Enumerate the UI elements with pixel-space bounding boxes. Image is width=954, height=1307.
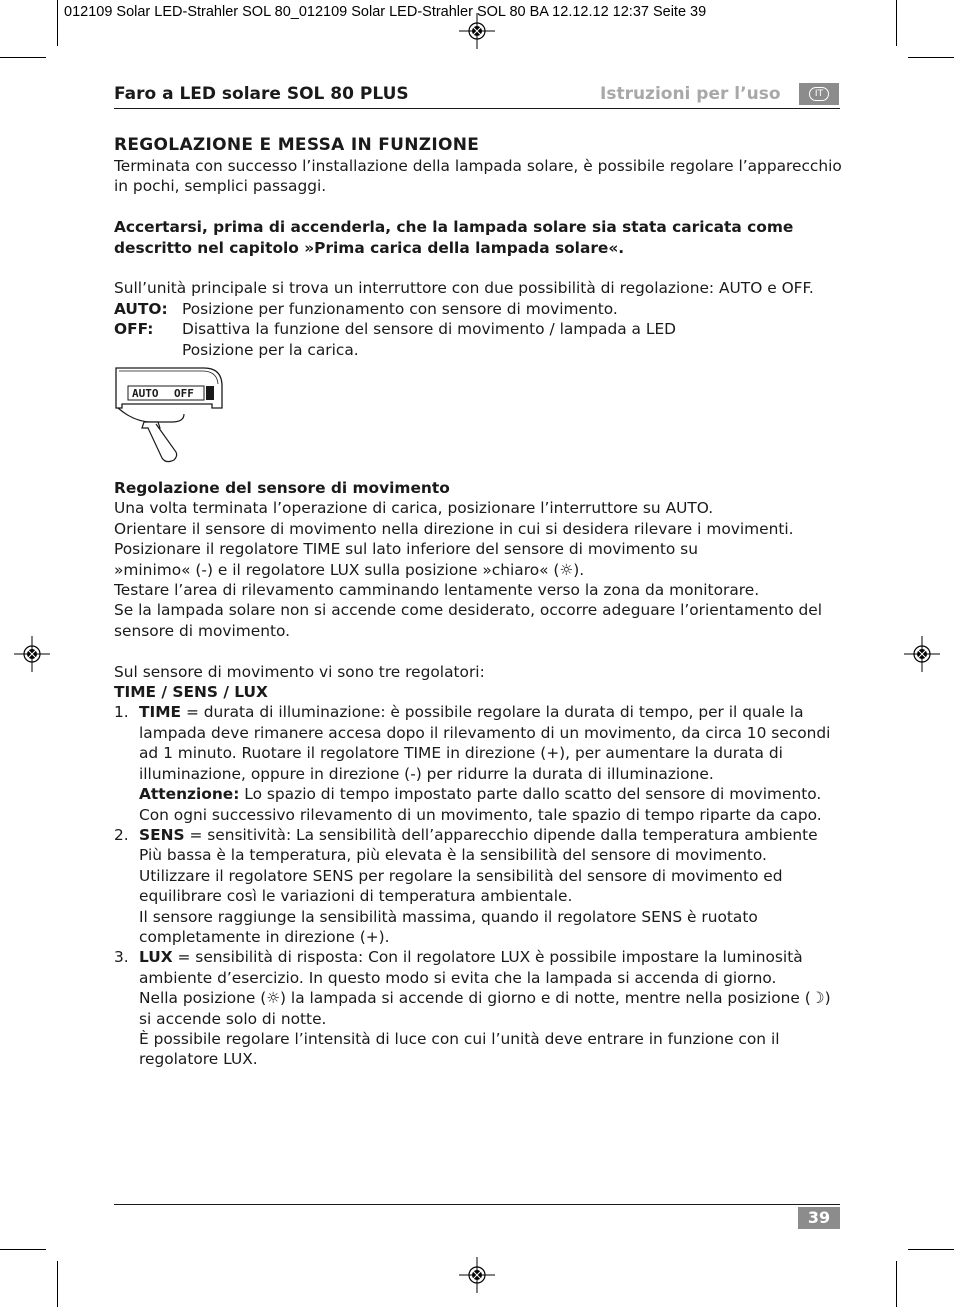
definition-off [114, 319, 844, 360]
list-number: 1. [114, 703, 129, 722]
regulators-intro: Sul sensore di movimento vi sono tre regolatori: [114, 662, 485, 681]
crop-mark [896, 1261, 897, 1307]
registration-mark-icon [459, 1257, 495, 1293]
list-term: SENS [139, 825, 185, 844]
switch-paragraph: Sull’unità principale si trova un interruttore con due possibilità di regolazione: AUTO e OFF. [114, 279, 814, 298]
list-text: = durata di illuminazione: è possibile regolare la durata di tempo, per il quale la lampada deve rimanere accesa dopo il rilevamento di un movimento, da circa 10 secondi ad 1 minuto. Ruotare il regolatore TIME in direzione (+), per aumentare la durata di illuminazione, oppure in direzione (-) per ridurre la durata di illuminazione. [139, 703, 831, 783]
switch-figure [114, 360, 844, 478]
crop-mark [0, 1249, 46, 1250]
list-item [114, 702, 844, 824]
list-text: = sensitività: La sensibilità dell’apparecchio dipende dalla temperatura ambiente [184, 825, 818, 844]
language-badge [799, 83, 839, 105]
list-line: Più bassa è la temperatura, più elevata è la sensibilità del sensore di movimento. [139, 846, 767, 865]
crop-mark [57, 0, 58, 46]
definition-auto [114, 299, 844, 319]
subsection-line: Se la lampada solare non si accende come desiderato, occorre adeguare l’orientamento del sensore di movimento. [114, 601, 823, 640]
list-line: Nella posizione (☼) la lampada si accende di giorno e di notte, mentre nella posizione (☽) si accende solo di notte. [139, 989, 831, 1028]
language-code: IT [809, 87, 829, 101]
section-title: REGOLAZIONE E MESSA IN FUNZIONE [114, 135, 480, 155]
switch-label-off: OFF [174, 387, 194, 401]
note-text: Lo spazio di tempo impostato parte dallo scatto del sensore di movimento. Con ogni successivo rilevamento di un movimento, tale spazio di tempo riparte da capo. [139, 785, 822, 824]
definition-key: AUTO: [114, 299, 168, 318]
definition-value: Posizione per funzionamento con sensore di movimento. [182, 299, 618, 318]
crop-mark [0, 57, 46, 58]
header-title: Faro a LED solare SOL 80 PLUS [114, 84, 409, 104]
print-info-line: 012109 Solar LED-Strahler SOL 80_012109 Solar LED-Strahler SOL 80 BA 12.12.12 12:37 Seite 39 [64, 4, 707, 20]
registration-mark-icon [459, 13, 495, 49]
list-term: TIME [139, 703, 182, 722]
page-number: 39 [798, 1207, 840, 1229]
list-text: = sensibilità di risposta: Con il regolatore LUX è possibile impostare la luminosità ambiente d’esercizio. In questo modo si evita che la lampada si accenda di giorno. [139, 948, 803, 987]
switch-label-auto: AUTO [132, 387, 159, 401]
definition-value: Disattiva la funzione del sensore di movimento / lampada a LED [182, 320, 677, 339]
page-content [114, 134, 844, 1070]
subsection-line: Una volta terminata l’operazione di carica, posizionare l’interruttore su AUTO. [114, 499, 714, 518]
list-number: 2. [114, 825, 129, 844]
subsection-line: Posizionare il regolatore TIME sul lato inferiore del sensore di movimento su [114, 540, 698, 559]
switch-illustration-icon [114, 366, 229, 466]
list-line: Il sensore raggiunge la sensibilità massima, quando il regolatore SENS è ruotato completamente in direzione (+). [139, 907, 758, 946]
definition-key: OFF: [114, 320, 154, 339]
subsection-title: Regolazione del sensore di movimento [114, 479, 450, 498]
footer-rule [114, 1204, 840, 1205]
list-item [114, 825, 844, 947]
list-number: 3. [114, 948, 129, 967]
subsection-line: Testare l’area di rilevamento camminando lentamente verso la zona da monitorare. [114, 581, 760, 600]
registration-mark-icon [14, 636, 50, 672]
list-term: LUX [139, 948, 173, 967]
header-rule [114, 108, 840, 109]
warning-paragraph: Accertarsi, prima di accenderla, che la lampada solare sia stata caricata come descritto nel capitolo »Prima carica della lampada solare«. [114, 218, 794, 257]
regulators-title: TIME / SENS / LUX [114, 683, 268, 702]
note-label: Attenzione: [139, 785, 240, 804]
crop-mark [908, 57, 954, 58]
crop-mark [896, 0, 897, 46]
crop-mark [57, 1261, 58, 1307]
definition-value-2: Posizione per la carica. [182, 340, 359, 359]
subsection-line: »minimo« (-) e il regolatore LUX sulla posizione »chiaro« (☼). [114, 560, 585, 579]
crop-mark [908, 1249, 954, 1250]
registration-mark-icon [904, 636, 940, 672]
subsection-line: Orientare il sensore di movimento nella direzione in cui si desidera rilevare i movimenti. [114, 519, 794, 538]
list-line: Utilizzare il regolatore SENS per regolare la sensibilità del sensore di movimento ed equilibrare così le variazioni di temperatura ambientale. [139, 866, 783, 906]
list-line: È possibile regolare l’intensità di luce con cui l’unità deve entrare in funzione con il regolatore LUX. [139, 1029, 780, 1069]
header-subtitle: Istruzioni per l’uso [600, 84, 781, 104]
intro-paragraph: Terminata con successo l’installazione della lampada solare, è possibile regolare l’apparecchio in pochi, semplici passaggi. [114, 157, 842, 196]
list-item [114, 947, 844, 1069]
